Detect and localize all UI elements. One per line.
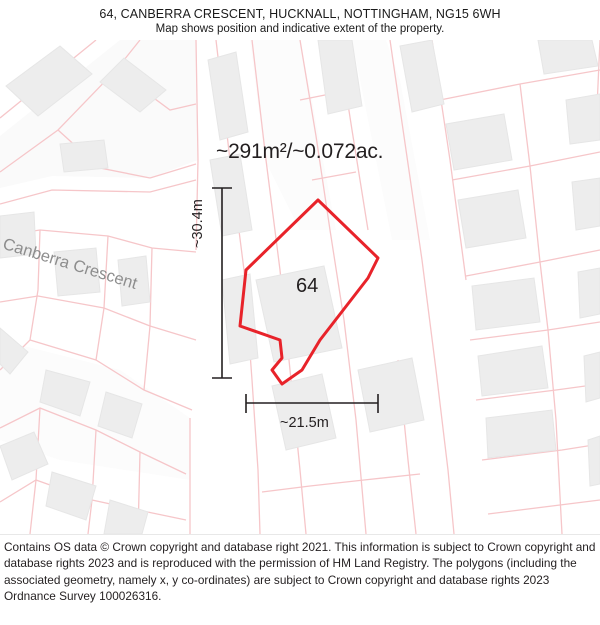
- page-title: 64, CANBERRA CRESCENT, HUCKNALL, NOTTINGHAM, NG15 6WH: [99, 7, 501, 21]
- plot-number-label: 64: [296, 275, 319, 297]
- page-subtitle: Map shows position and indicative extent of the property.: [155, 23, 445, 35]
- map-canvas[interactable]: [0, 40, 600, 534]
- map-header: [0, 0, 600, 40]
- copyright-text: Contains OS data © Crown copyright and database right 2021. This information is subject to Crown copyright and database rights 2023 and is reproduced with the permission of HM Land Registry. The polygons (including the associated geometry, namely x, y co-ordinates) are subject to Crown copyright and database rights 2023 Ordnance Survey 100026316.: [4, 540, 596, 604]
- copyright-footer: [0, 534, 600, 625]
- vertical-dimension-label: ~30.4m: [190, 199, 206, 248]
- plot-area-label: ~291m²/~0.072ac.: [216, 140, 384, 163]
- horizontal-dimension-label: ~21.5m: [280, 415, 329, 431]
- street-name-label: Canberra Crescent: [0, 235, 140, 293]
